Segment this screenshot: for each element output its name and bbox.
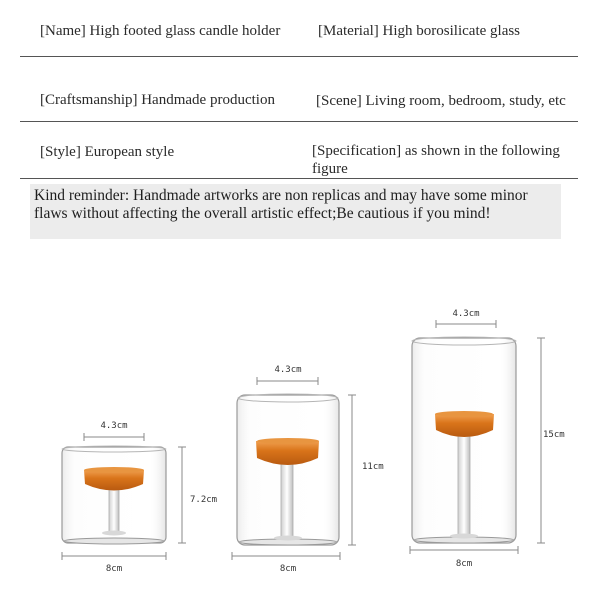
width-dimension-label: 8cm xyxy=(455,559,473,569)
spec-craftsmanship: [Craftsmanship] Handmade production xyxy=(40,92,275,108)
top-dimension-label: 4.3cm xyxy=(100,421,128,431)
dimension-width-small xyxy=(62,552,166,574)
height-dimension-label: 11cm xyxy=(362,462,384,472)
table-divider xyxy=(20,56,578,57)
spec-style: [Style] European style xyxy=(40,144,175,160)
width-dimension-label: 8cm xyxy=(279,564,297,574)
spec-specification: [Specification] as shown in the following figure xyxy=(312,143,560,177)
dimension-height-small xyxy=(178,447,217,543)
height-dimension-label: 15cm xyxy=(543,430,565,440)
candle-holder-medium xyxy=(237,394,339,545)
candle-holder-small xyxy=(62,446,166,544)
top-dimension-label: 4.3cm xyxy=(452,309,480,319)
candle-holder-tall xyxy=(412,337,516,543)
height-dimension-label: 7.2cm xyxy=(190,495,218,505)
dimension-width-tall xyxy=(410,546,518,569)
top-dimension-label: 4.3cm xyxy=(274,365,302,375)
dimension-width-medium xyxy=(232,552,340,574)
spec-material: [Material] High borosilicate glass xyxy=(318,23,521,39)
table-divider xyxy=(20,121,578,122)
dimension-top-tall xyxy=(436,309,496,328)
spec-scene: [Scene] Living room, bedroom, study, etc xyxy=(316,93,566,109)
width-dimension-label: 8cm xyxy=(105,564,123,574)
table-divider xyxy=(20,178,578,179)
kind-reminder: Kind reminder: Handmade artworks are non replicas and may have some minor flaws without affecting the overall artistic effect;Be cautious if you mind! xyxy=(30,184,561,239)
dimension-height-medium xyxy=(348,395,384,545)
dimension-height-tall xyxy=(537,338,565,543)
dimension-top-small xyxy=(84,421,144,441)
dimension-top-medium xyxy=(257,365,318,385)
spec-name: [Name] High footed glass candle holder xyxy=(40,23,281,39)
